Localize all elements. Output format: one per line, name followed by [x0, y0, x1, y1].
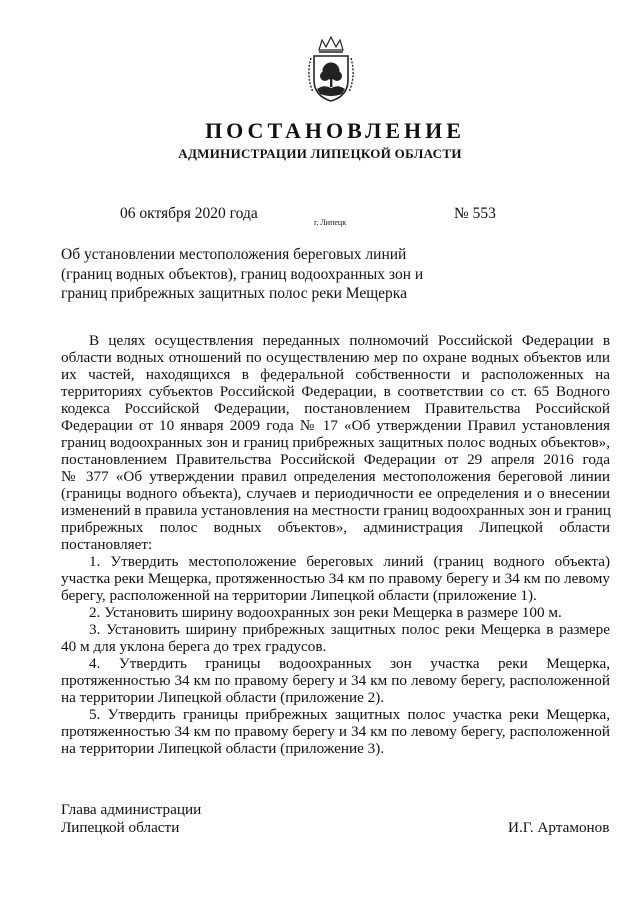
document-date: 06 октября 2020 года [120, 205, 258, 222]
body-item-3: 3. Установить ширину прибрежных защитных полос реки Мещерка в размере [89, 621, 610, 638]
body-line: границ водоохранных зон и границ прибрежных защитных полос водных объектов», [61, 434, 611, 451]
body-line: кодекса Российской Федерации, постановлением Правительства Российской [61, 400, 610, 417]
coat-of-arms-emblem [304, 36, 358, 104]
body-line: протяженностью 34 км по правому берегу и 34 км по левому берегу, расположенной [61, 672, 610, 689]
document-subject [61, 245, 441, 304]
body-line: (границы водного объекта), случаев и периодичности ее определения и о внесении [61, 485, 610, 502]
body-line: на территории Липецкой области (приложение 2). [61, 689, 385, 706]
document-body [61, 332, 610, 757]
body-line: № 377 «Об утверждении правил определения местоположения береговой линии [61, 468, 610, 485]
body-line: изменений в правила установления на местности границ водоохранных зон и границ [61, 502, 611, 519]
document-number: № 553 [454, 205, 496, 222]
body-item-4: 4. Утвердить границы водоохранных зон участка реки Мещерка, [89, 655, 610, 672]
body-line: В целях осуществления переданных полномочий Российской Федерации в [89, 332, 610, 349]
body-line: на территории Липецкой области (приложение 3). [61, 740, 385, 757]
body-line: Федерации от 10 января 2009 года № 17 «Об утверждении Правил установления [61, 417, 610, 434]
document-city: г. Липецк [314, 218, 347, 227]
body-line: их частей, находящихся в федеральной собственности и расположенных на [61, 366, 610, 383]
subject-line: границ прибрежных защитных полос реки Мещерка [61, 285, 407, 302]
signature-position-line: Липецкой области [61, 819, 180, 836]
document-title: ПОСТАНОВЛЕНИЕ [205, 118, 465, 143]
body-line: постановляет: [61, 536, 153, 553]
signature-name: И.Г. Артамонов [508, 819, 610, 836]
body-item-1: 1. Утвердить местоположение береговых линий (границ водного объекта) [89, 553, 610, 570]
body-item-2: 2. Установить ширину водоохранных зон реки Мещерка в размере 100 м. [89, 604, 562, 621]
body-line: участка реки Мещерка, протяженностью 34 км по правому берегу и 34 км по левому [61, 570, 610, 587]
document-subtitle: АДМИНИСТРАЦИИ ЛИПЕЦКОЙ ОБЛАСТИ [178, 146, 462, 161]
body-line: прибрежных полос водных объектов», администрация Липецкой области [61, 519, 610, 536]
body-line: берегу, расположенной на территории Липецкой области (приложение 1). [61, 587, 537, 604]
signature-position [61, 801, 201, 837]
body-line: территориях субъектов Российской Федерации, в соответствии со ст. 65 Водного [61, 383, 610, 400]
body-line: протяженностью 34 км по правому берегу и 34 км по левому берегу, расположенной [61, 723, 610, 740]
subject-line: Об установлении местоположения береговых линий [61, 246, 407, 263]
body-line: постановлением Правительства Российской Федерации от 29 апреля 2016 года [61, 451, 610, 468]
body-item-5: 5. Утвердить границы прибрежных защитных полос участка реки Мещерка, [89, 706, 610, 723]
body-line: области водных отношений по осуществлению мер по охране водных объектов или [61, 349, 610, 366]
signature-position-line: Глава администрации [61, 801, 202, 818]
subject-line: (границ водных объектов), границ водоохранных зон и [61, 265, 424, 283]
body-line: 40 м для уклона берега до трех градусов. [61, 638, 327, 655]
